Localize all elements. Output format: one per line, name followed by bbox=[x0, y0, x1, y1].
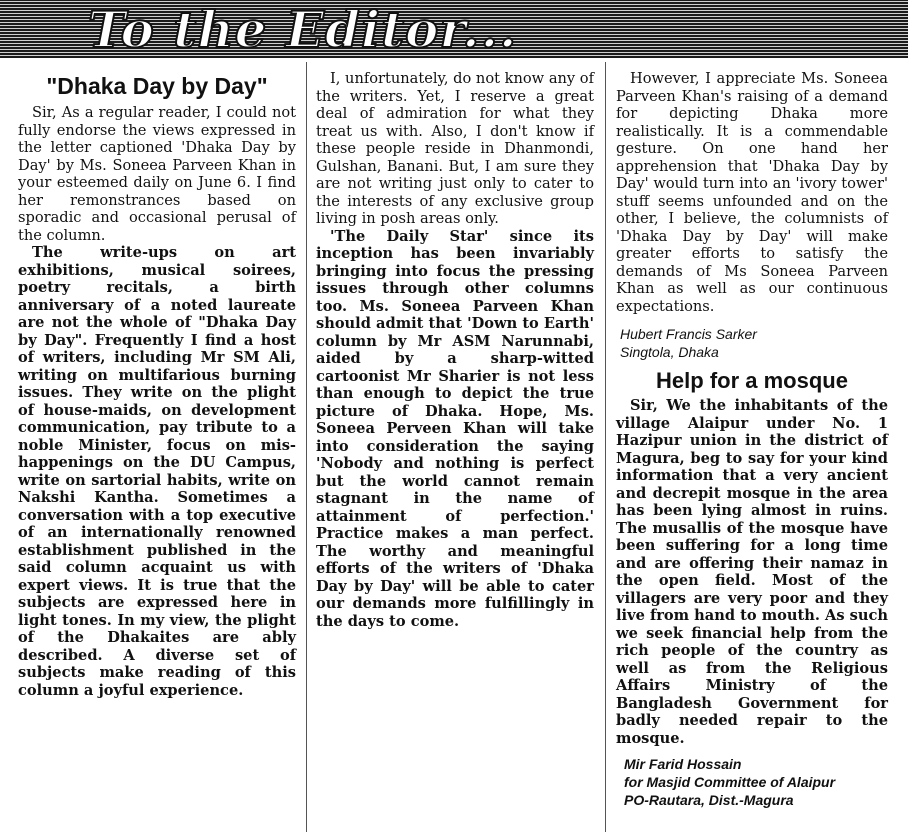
letter2-headline: Help for a mosque bbox=[656, 368, 848, 393]
letter1-paragraph-1: Sir, As a regular reader, I could not fully endorse the views expressed in the letter captioned 'Dhaka Day by Day' by Ms. Soneea Parveen Khan in your esteemed daily on June 6. I find her remonstrances based on sporadic and occasional perusal of the column. bbox=[18, 104, 296, 244]
section-banner bbox=[0, 0, 908, 58]
letter2-signature-name: Mir Farid Hossain bbox=[624, 756, 742, 772]
letter1-headline: "Dhaka Day by Day" bbox=[46, 73, 268, 99]
letter2-paragraph: Sir, We the inhabitants of the village Alaipur under No. 1 Hazipur union in the district of Magura, beg to say for your kind information that a very ancient and decrepit mosque in the area has been lying almost in ruins. The musallis of the mosque have been suffering for a long time and are offering their namaz in the open field. Most of the villagers are very poor and they live from hand to mouth. As such we seek financial help from the rich people of the country as well as from the Religious Affairs Ministry of the Bangladesh Government for badly needed repair to the mosque. bbox=[616, 397, 888, 747]
column-3 bbox=[616, 70, 888, 809]
letter1-paragraph-5: However, I appreciate Ms. Soneea Parveen Khan's raising of a demand for depicting Dhaka more realistically. It is a commendable gesture. On one hand her apprehension that 'Dhaka Day by Day' would turn into an 'ivory tower' stuff seems unfounded and on the other, I believe, the columnists of 'Dhaka Day by Day' will make greater efforts to satisfy the demands of Ms Soneea Parveen Khan as well as our continuous expectations. bbox=[616, 70, 888, 315]
letter2-signature-line3: PO-Rautara, Dist.-Magura bbox=[624, 792, 794, 808]
letter2-signature-line2: for Masjid Committee of Alaipur bbox=[624, 774, 836, 790]
letter2-signature bbox=[624, 755, 888, 809]
letter1-body-part3 bbox=[616, 70, 888, 315]
letter1-paragraph-4: 'The Daily Star' since its inception has been invariably bringing into focus the pressing issues through other columns too. Ms. Soneea Parveen Khan should admit that 'Down to Earth' column by Mr ASM Narunnabi, aided by a sharp-witted cartoonist Mr Sharier is not less than enough to depict the true picture of Dhaka. Hope, Ms. Soneea Perveen Khan will take into consideration the saying 'Nobody and nothing is perfect but the world cannot remain stagnant in the name of attainment of perfection.' Practice makes a man perfect. The worthy and meaningful efforts of the writers of 'Dhaka Day by Day' will be able to cater our demands more fulfillingly in the days to come. bbox=[316, 227, 594, 630]
letter2-body bbox=[616, 397, 888, 747]
section-title: To the Editor... bbox=[88, 0, 518, 59]
letter1-body-part2 bbox=[316, 70, 594, 630]
letter1-signature-name: Hubert Francis Sarker bbox=[620, 326, 757, 342]
column-1 bbox=[18, 64, 296, 699]
column-2 bbox=[316, 70, 594, 630]
letter1-signature-place: Singtola, Dhaka bbox=[620, 344, 719, 360]
column-divider bbox=[306, 62, 307, 832]
letter1-paragraph-3: I, unfortunately, do not know any of the writers. Yet, I reserve a great deal of admiration for what they treat us with. Also, I don't know if these people reside in Dhanmondi, Gulshan, Banani. But, I am sure they are not writing just only to cater to the interests of any exclusive group living in posh areas only. bbox=[316, 70, 594, 227]
letter1-paragraph-2: The write-ups on art exhibitions, musical soirees, poetry recitals, a birth anniversary of a noted laureate are not the whole of "Dhaka Day by Day". Frequently I find a host of writers, including Mr SM Ali, writing on multifarious burning issues. They write on the plight of house-maids, on development communication, pay tribute to a noble Minister, focus on mis-happenings on the DU Campus, write on sartorial habits, write on Nakshi Kantha. Sometimes a conversation with a top executive of an internationally renowned establishment published in the said column acquaint us with expert views. It is true that the subjects are expressed here in light tones. In my view, the plight of the Dhakaites are ably described. A diverse set of subjects make reading of this column a joyful experience. bbox=[18, 244, 296, 699]
letter1-signature bbox=[620, 325, 888, 361]
letter1-body-part1 bbox=[18, 104, 296, 699]
column-divider bbox=[605, 62, 606, 832]
